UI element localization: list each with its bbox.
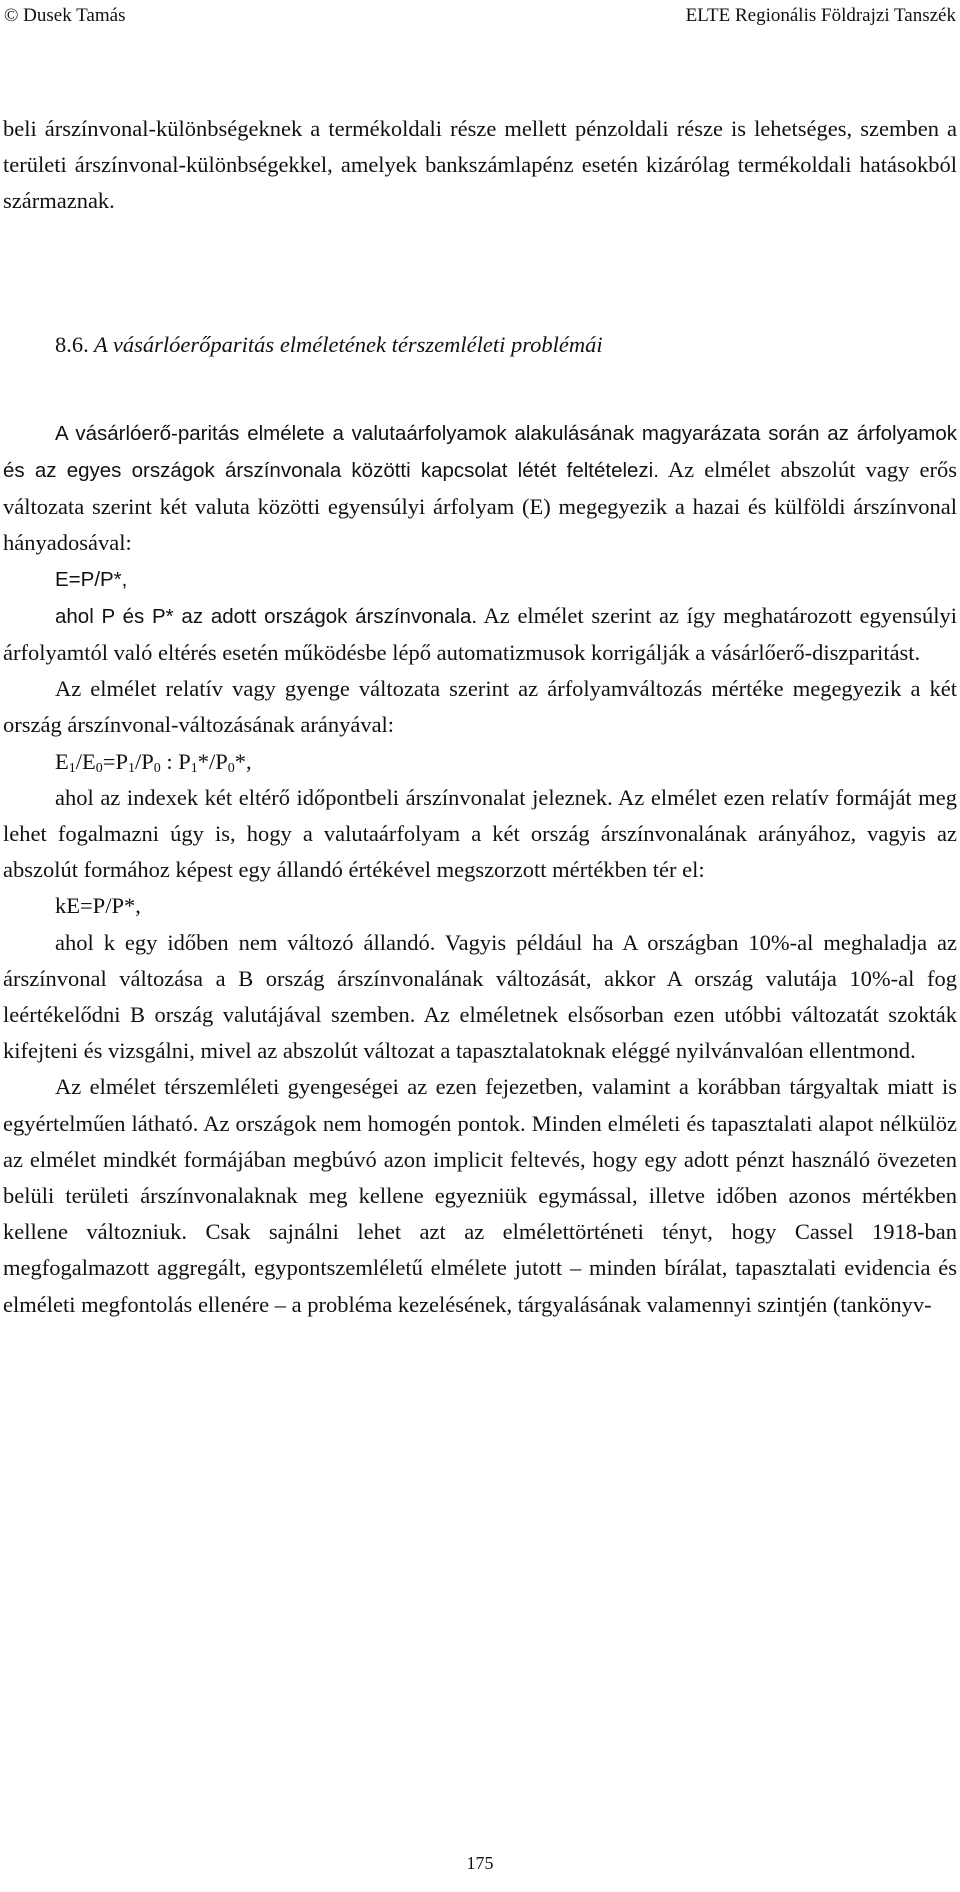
page-header	[0, 4, 960, 32]
spacer	[3, 363, 957, 415]
paragraph-ppp-intro-serif: Az elmélet abszolút vagy erős változata szerint két valuta közötti egyensúlyi árfolyam (E) megegyezik a hazai és külföldi árszínvonal hányadosával:	[3, 457, 957, 556]
paragraph-constant-explanation: ahol k egy időben nem változó állandó. Vagyis például ha A országban 10%-al meghaladja az árszínvonal változása a B ország árszínvonalának változását, akkor A ország valutája 10%-al fog leértékelődni B ország valutájával szemben. Az elméletnek elsősorban ezen utóbbi változatát szokták kifejteni és vizsgálni, mivel az abszolút változat a tapasztalatoknak eléggé nyilvánvalóan ellentmond.	[3, 929, 957, 1064]
page-body	[3, 111, 957, 1323]
formula-constant: kE=P/P*,	[55, 893, 141, 919]
paragraph-continuation: beli árszínvonal-különbségeknek a termékoldali része mellett pénzoldali része is lehetséges, szemben a területi árszínvonal-különbségekkel, amelyek bankszámlapénz esetén kizárólag termékoldali hatásokból származnak.	[3, 116, 957, 214]
formula-relative: $E_1/E_0=P_1/P_0$ : $P_1*/P_0*$,	[55, 748, 252, 776]
section-heading	[3, 327, 957, 363]
paragraph-absolute-explanation	[3, 598, 957, 671]
header-institution: ELTE Regionális Földrajzi Tanszék	[685, 5, 956, 26]
paragraph-ppp-intro	[3, 415, 957, 562]
paragraph-absolute-explanation-sans: ahol P és P* az adott országok árszínvonala.	[55, 604, 478, 628]
paragraph-ppp-intro-sans: A vásárlóerő-paritás elmélete a valutaárfolyamok alakulásának magyarázata során az árfolyamok és az egyes országok árszínvonala közötti kapcsolat létét feltételezi.	[3, 421, 957, 483]
section-number: 8.6.	[55, 331, 89, 357]
formula-absolute: E=P/P*,	[55, 567, 128, 591]
header-author: © Dusek Tamás	[4, 5, 126, 26]
section-title-text: A vásárlóerőparitás elméletének térszemléleti problémái	[88, 331, 603, 357]
paragraph-relative-explanation: ahol az indexek két eltérő időpontbeli árszínvonalat jeleznek. Az elmélet ezen relatív formáját meg lehet fogalmazni úgy is, hogy a valutaárfolyam a két ország árszínvonalának arányához, vagyis az abszolút formához képest egy állandó értékével megszorzott mértékben tér el:	[3, 784, 957, 883]
paragraph-critique: Az elmélet térszemléleti gyengeségei az ezen fejezetben, valamint a korábban tárgyaltak miatt is egyértelműen látható. Az országok nem homogén pontok. Minden elméleti és tapasztalati alapot nélkülöz az elmélet mindkét formájában megbúvó azon implicit feltevés, hogy egy adott pénzt használó övezeten belüli területi árszínvonalaknak meg kellene egyezniük egymással, illetve időben azonos mértékben kellene változniuk. Csak sajnálni lehet azt az elmélettörténeti tényt, hogy Cassel 1918-ban megfogalmazott aggregált, egypontszemléletű elmélete jutott – minden bírálat, tapasztalati evidencia és elméleti megfontolás ellenére – a probléma kezelésének, tárgyalásának valamennyi szintjén (tankönyv-	[3, 1074, 957, 1317]
page-number: 175	[466, 1853, 494, 1873]
paragraph-absolute-explanation-serif: Az elmélet szerint az így meghatározott egyensúlyi árfolyamtól való eltérés esetén működésbe lépő automatizmusok korrigálják a vásárlőerő-diszparitást.	[3, 602, 957, 666]
paragraph-relative-version: Az elmélet relatív vagy gyenge változata szerint az árfolyamváltozás mértéke megegyezik a két ország árszínvonal-változásának arányával:	[3, 676, 957, 738]
spacer	[3, 220, 957, 327]
